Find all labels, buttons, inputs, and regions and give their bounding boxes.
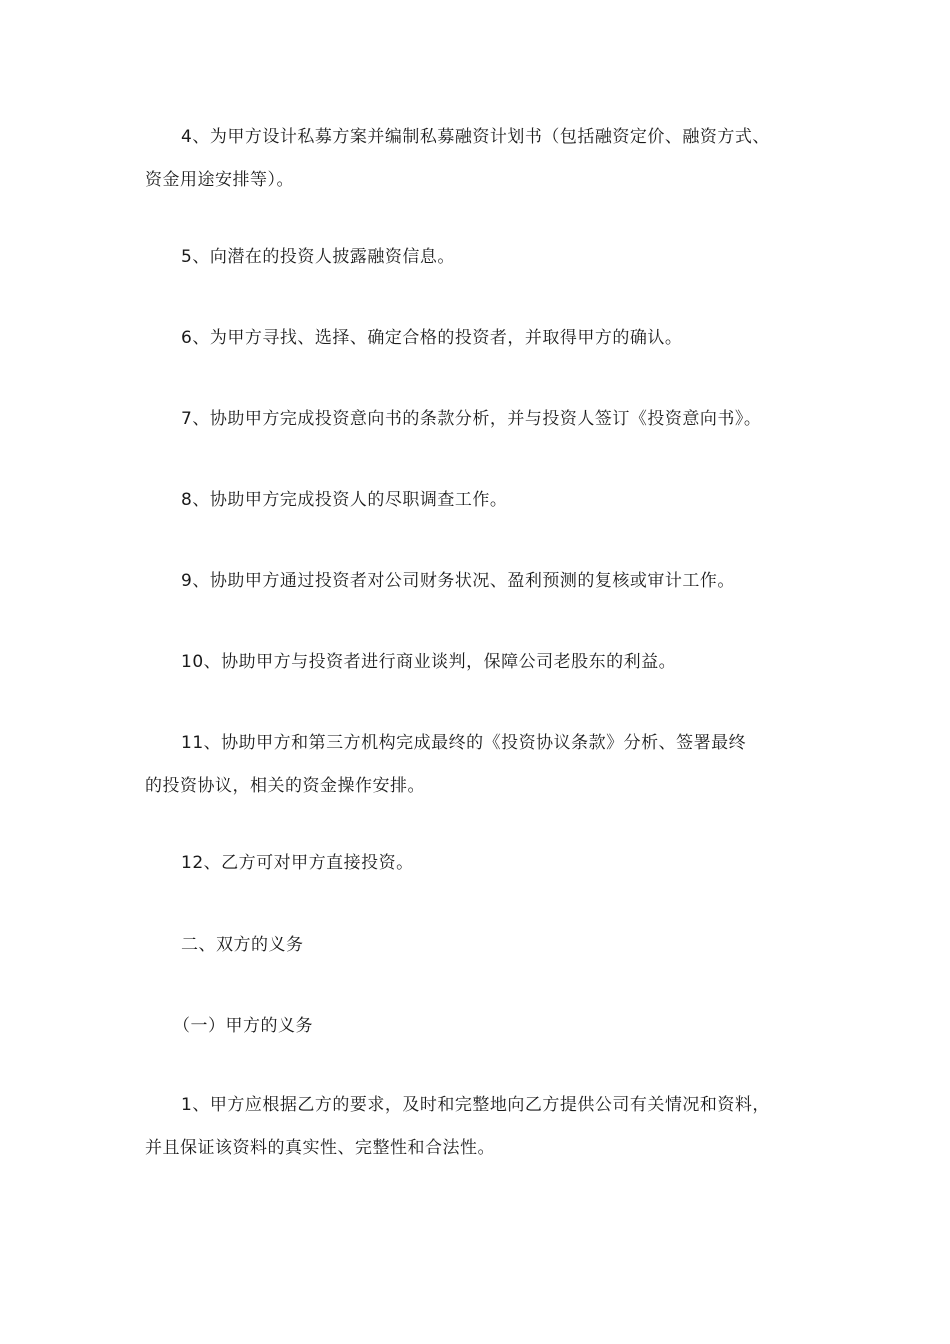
paragraph-item-5	[145, 236, 835, 279]
paragraph-line: 5、向潜在的投资人披露融资信息。	[181, 247, 455, 267]
section-heading-text: 二、双方的义务	[181, 935, 304, 955]
subsection-heading	[145, 1005, 835, 1048]
paragraph-line: 的投资协议，相关的资金操作安排。	[145, 776, 425, 796]
paragraph-item-9	[145, 560, 835, 603]
paragraph-obligation-1	[145, 1084, 835, 1170]
paragraph-line: 7、协助甲方完成投资意向书的条款分析，并与投资人签订《投资意向书》。	[181, 409, 762, 429]
paragraph-line: 10、协助甲方与投资者进行商业谈判，保障公司老股东的利益。	[181, 652, 677, 672]
paragraph-line: 并且保证该资料的真实性、完整性和合法性。	[145, 1138, 495, 1158]
paragraph-item-8	[145, 479, 835, 522]
paragraph-line: 8、协助甲方完成投资人的尽职调查工作。	[181, 490, 508, 510]
paragraph-item-7	[145, 398, 835, 441]
paragraph-line: 1、甲方应根据乙方的要求，及时和完整地向乙方提供公司有关情况和资料，	[181, 1095, 770, 1115]
paragraph-line: 6、为甲方寻找、选择、确定合格的投资者，并取得甲方的确认。	[181, 328, 683, 348]
paragraph-item-10	[145, 641, 835, 684]
subsection-heading-text: （一）甲方的义务	[173, 1016, 313, 1036]
paragraph-line: 4、为甲方设计私募方案并编制私募融资计划书（包括融资定价、融资方式、	[181, 127, 770, 147]
paragraph-item-12	[145, 842, 835, 885]
section-heading	[145, 924, 835, 967]
paragraph-line: 9、协助甲方通过投资者对公司财务状况、盈利预测的复核或审计工作。	[181, 571, 735, 591]
paragraph-line: 11、协助甲方和第三方机构完成最终的《投资协议条款》分析、签署最终	[181, 733, 747, 753]
paragraph-line: 资金用途安排等）。	[145, 170, 294, 190]
paragraph-item-4	[145, 116, 835, 202]
paragraph-line: 12、乙方可对甲方直接投资。	[181, 853, 414, 873]
paragraph-item-11	[145, 722, 835, 808]
paragraph-item-6	[145, 317, 835, 360]
